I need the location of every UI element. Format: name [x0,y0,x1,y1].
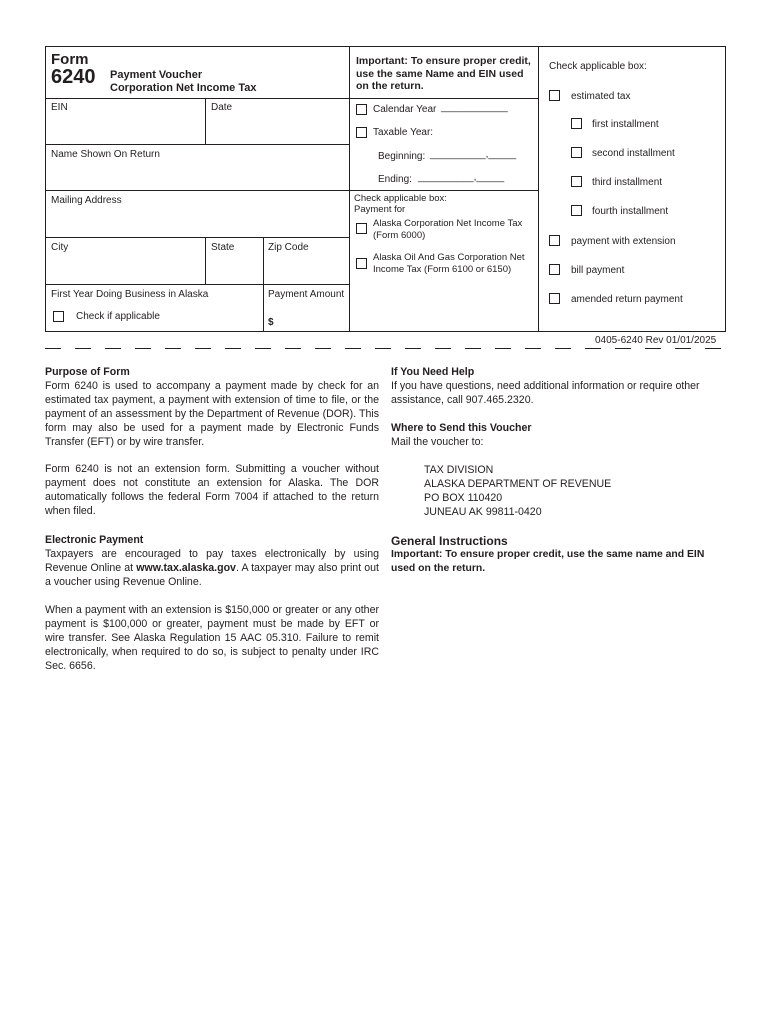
name-input[interactable] [47,162,347,188]
form-number: 6240 [51,66,96,88]
cut-line-dash [705,348,721,349]
ein-label: EIN [51,102,68,113]
form-word: Form [51,51,89,68]
hline-name [45,190,350,191]
first-installment-label: first installment [592,119,659,130]
calendar-year-blank: ____________ [441,102,508,113]
cut-line-dash [405,348,421,349]
cut-line-dash [345,348,361,349]
cut-line-dash [105,348,121,349]
electronic-payment-title: Electronic Payment [45,534,144,546]
bill-payment-label: bill payment [571,265,625,276]
form-border-right [725,46,726,332]
purpose-paragraph-2: Form 6240 is not an extension form. Submitting a voucher without payment does not constitute an extension for Alaska. The DOR automatically follows the federal Form 7004 if attached to the return when filed. [45,463,379,517]
cut-line-dash [255,348,271,349]
payment-with-extension-checkbox[interactable] [549,235,560,246]
zip-code-label: Zip Code [268,242,309,253]
general-instructions-title: General Instructions [391,534,508,548]
cut-line-dash [435,348,451,349]
form-border-left [45,46,46,332]
hline-ein [45,144,350,145]
third-installment-checkbox[interactable] [571,176,582,187]
mailing-address-line: PO BOX 110420 [424,492,503,504]
hline-mailing [45,237,350,238]
form-6100-checkbox[interactable] [356,258,367,269]
where-to-send-title: Where to Send this Voucher [391,422,532,434]
cut-line-dash [465,348,481,349]
divider-middle [349,46,350,332]
amended-return-label: amended return payment [571,294,683,305]
cut-line-dash [645,348,661,349]
ending-blank: __________,_____ [418,172,505,183]
ein-input[interactable] [47,115,203,142]
name-label: Name Shown On Return [51,149,160,160]
first-year-label: First Year Doing Business in Alaska [51,289,209,300]
beginning-label: Beginning: [378,151,426,162]
estimated-tax-label: estimated tax [571,91,631,102]
help-title: If You Need Help [391,366,475,378]
cut-line-dash [285,348,301,349]
payment-amount-input[interactable] [277,312,347,330]
payment-amount-label: Payment Amount [268,289,345,300]
divider-state-zip [263,237,264,284]
hline-period [349,190,539,191]
taxable-year-label: Taxable Year: [373,127,434,138]
mailing-address-line: TAX DIVISION [424,464,494,476]
payment-with-extension-label: payment with extension [571,236,676,247]
bill-payment-checkbox[interactable] [549,264,560,275]
mailing-address-input[interactable] [47,208,347,235]
divider-city-state [205,237,206,284]
purpose-paragraph-1: Form 6240 is used to accompany a payment made by check for an estimated tax payment, a payment with extension of time to file, or the payment of an assessment by the Department of Revenue (DOR). This form may also be used for a payment made by Electronic Funds Transfer (EFT) or by wire transfer. [45,380,379,448]
mailing-address-line: JUNEAU AK 99811-0420 [424,506,542,518]
payment-for-header: Check applicable box: [354,193,447,204]
cut-line-dash [375,348,391,349]
second-installment-label: second installment [592,148,675,159]
cut-line-dash [495,348,511,349]
form-border-top [45,46,726,47]
form-title-line2: Corporation Net Income Tax [110,82,257,94]
cut-line-dash [585,348,601,349]
state-input[interactable] [207,255,261,282]
hline-city [45,284,350,285]
electronic-payment-paragraph-2: When a payment with an extension is $150,000 or greater or any other payment is $100,000 or greater, payment must be made by EFT or wire transfer. See Alaska Regulation 15 AAC 05.310. Failure to remit electronically, when required to do so, is subject to penalty under IRC Sec. 6656. [45,604,379,672]
right-check-header: Check applicable box: [549,61,647,72]
general-instructions-paragraph: Important: To ensure proper credit, use the same name and EIN used on the return. [391,549,705,574]
date-input[interactable] [207,115,347,142]
fourth-installment-checkbox[interactable] [571,205,582,216]
cut-line-dash [675,348,691,349]
first-year-checkbox[interactable] [53,311,64,322]
mailing-address-line: ALASKA DEPARTMENT OF REVENUE [424,478,612,490]
cut-line-dash [165,348,181,349]
calendar-year-checkbox[interactable] [356,104,367,115]
city-input[interactable] [47,255,203,282]
electronic-payment-paragraph-1: Taxpayers are encouraged to pay taxes electronically by using Revenue Online at www.tax.alaska.gov. A taxpayer may also print out a voucher using Revenue Online. [45,548,379,588]
divider-ein-date [205,98,206,144]
cut-line-dash [45,348,61,349]
second-installment-checkbox[interactable] [571,147,582,158]
payment-for-subheader: Payment for [354,204,406,215]
purpose-title: Purpose of Form [45,366,130,378]
where-to-send-paragraph: Mail the voucher to: [391,436,484,448]
hline-header [45,98,350,99]
amended-return-checkbox[interactable] [549,293,560,304]
fourth-installment-label: fourth installment [592,206,669,217]
divider-right [538,46,539,332]
city-label: City [51,242,69,253]
dollar-sign: $ [268,317,274,328]
state-label: State [211,242,235,253]
ending-label: Ending: [378,174,412,185]
zip-code-input[interactable] [265,255,347,282]
beginning-blank: __________,_____ [430,149,517,160]
third-installment-label: third installment [592,177,663,188]
calendar-year-label: Calendar Year [373,104,437,115]
cut-line-dash [525,348,541,349]
form-title-line1: Payment Voucher [110,69,203,81]
date-label: Date [211,102,233,113]
cut-line-dash [615,348,631,349]
revenue-online-link[interactable]: www.tax.alaska.gov [136,562,236,574]
form-border-bottom [45,331,726,332]
important-notice: Important: To ensure proper credit, use the same Name and EIN used on the return. [356,55,531,92]
cut-line-dash [135,348,151,349]
estimated-tax-checkbox[interactable] [549,90,560,101]
cut-line-dash [75,348,91,349]
first-installment-checkbox[interactable] [571,118,582,129]
taxable-year-checkbox[interactable] [356,127,367,138]
cut-line-dash [315,348,331,349]
cut-line-dash [195,348,211,349]
cut-line-dash [555,348,571,349]
form-revision: 0405-6240 Rev 01/01/2025 [595,335,717,346]
form-6000-checkbox[interactable] [356,223,367,234]
help-paragraph: If you have questions, need additional information or require other assistance, call 907.465.2320. [391,380,700,406]
cut-line-dash [225,348,241,349]
check-if-applicable-label: Check if applicable [76,311,160,322]
form-6000-label: Alaska Corporation Net Income Tax (Form 6000) [373,218,523,241]
divider-firstyear-amount [263,284,264,332]
form-6100-label: Alaska Oil And Gas Corporation Net Income Tax (Form 6100 or 6150) [373,252,525,275]
mailing-address-label: Mailing Address [51,195,122,206]
hline-important [349,98,539,99]
